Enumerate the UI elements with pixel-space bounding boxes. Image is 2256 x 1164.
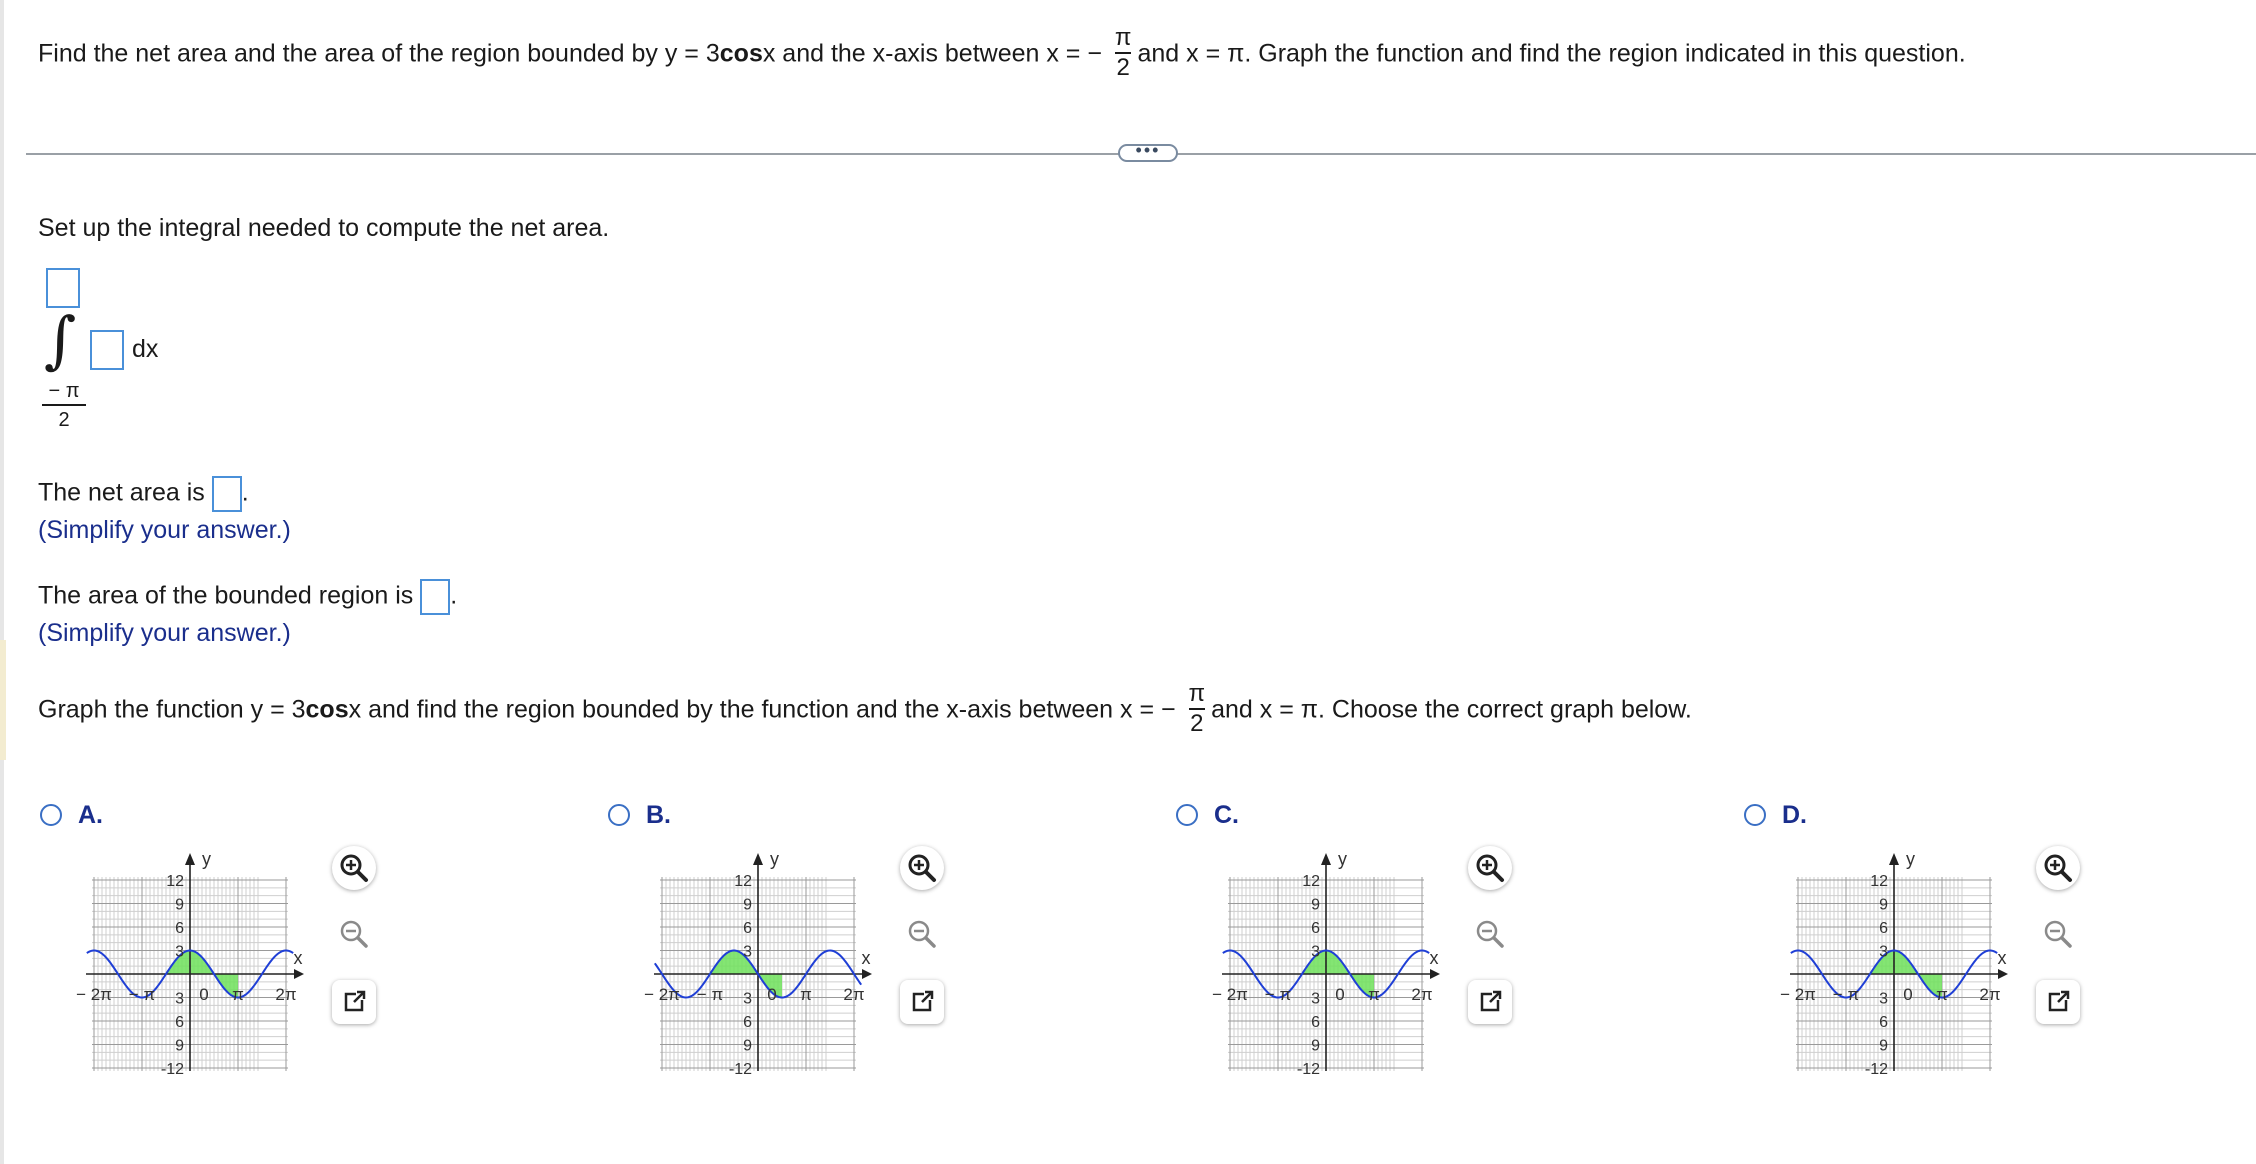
- net-area-hint: (Simplify your answer.): [38, 516, 291, 544]
- x-tick-label: 0: [1903, 985, 1913, 1004]
- y-tick-label: 3: [1879, 943, 1888, 961]
- y-tick-label: -12: [728, 1061, 752, 1078]
- x-tick-label: π: [800, 985, 812, 1004]
- open-new-window-icon[interactable]: [1468, 980, 1512, 1024]
- y-tick-label: 9: [1879, 896, 1888, 914]
- open-new-window-icon[interactable]: [900, 980, 944, 1024]
- y-tick-label: 3: [175, 990, 184, 1008]
- x-tick-label: − π: [1832, 985, 1860, 1004]
- option-label: B.: [646, 801, 671, 829]
- x-tick-label: − 2π: [644, 985, 680, 1004]
- y-tick-label: -12: [1296, 1061, 1320, 1078]
- x-tick-label: − 2π: [1780, 985, 1816, 1004]
- x-axis-label: x: [861, 948, 871, 968]
- x-tick-label: 2π: [843, 985, 865, 1004]
- x-tick-label: 0: [767, 985, 777, 1004]
- x-tick-label: 2π: [275, 985, 297, 1004]
- lower-limit-numerator: − π: [48, 380, 80, 402]
- question-text: Find the net area and the area of the region bounded by y = 3cosx and the x-axis between x = − $\frac{\pi}{2}$ and x = π. Graph the function and find the region indicated in this question.: [38, 24, 1966, 81]
- option-label: D.: [1782, 801, 1807, 829]
- more-options-button[interactable]: •••: [1118, 144, 1178, 162]
- zoom-out-icon[interactable]: [2036, 912, 2080, 956]
- zoom-in-icon[interactable]: [332, 846, 376, 890]
- y-axis-arrow: [753, 853, 763, 865]
- x-tick-label: − 2π: [1212, 985, 1248, 1004]
- open-new-window-icon[interactable]: [332, 980, 376, 1024]
- x-tick-label: 2π: [1979, 985, 2001, 1004]
- y-axis-arrow: [185, 853, 195, 865]
- x-axis-arrow: [294, 969, 304, 979]
- y-tick-label: 3: [743, 943, 752, 961]
- y-tick-label: -12: [160, 1061, 184, 1078]
- bounded-area-input[interactable]: [420, 579, 450, 615]
- y-tick-label: 12: [166, 873, 184, 890]
- lower-limit: [42, 378, 86, 434]
- option-graph: [70, 845, 303, 1078]
- y-tick-label: 9: [1311, 896, 1320, 914]
- question-fraction: $\frac{\pi}{2}$: [1114, 24, 1132, 81]
- y-tick-label: 9: [1311, 1037, 1320, 1055]
- y-tick-label: 9: [1879, 1037, 1888, 1055]
- x-axis-label: x: [1997, 948, 2007, 968]
- y-tick-label: 3: [175, 943, 184, 961]
- graph-question-fraction: $\frac{\pi}{2}$: [1188, 680, 1206, 737]
- y-tick-label: -12: [1864, 1061, 1888, 1078]
- left-highlight-mark: [0, 640, 6, 760]
- option-label: C.: [1214, 801, 1239, 829]
- x-axis-label: x: [293, 948, 303, 968]
- x-axis-arrow: [1998, 969, 2008, 979]
- zoom-out-icon[interactable]: [332, 912, 376, 956]
- lower-limit-denominator: 2: [42, 404, 86, 434]
- y-tick-label: 6: [743, 1014, 752, 1031]
- x-axis-arrow: [862, 969, 872, 979]
- option-graph: [638, 845, 871, 1078]
- y-tick-label: 6: [1879, 1014, 1888, 1031]
- y-tick-label: 6: [1879, 920, 1888, 937]
- y-tick-label: 9: [743, 896, 752, 914]
- y-tick-label: 6: [175, 920, 184, 937]
- option-radio-c[interactable]: [1176, 804, 1198, 826]
- y-tick-label: 3: [1879, 990, 1888, 1008]
- y-tick-label: 3: [743, 990, 752, 1008]
- zoom-in-icon[interactable]: [900, 846, 944, 890]
- bounded-area-row: The area of the bounded region is .: [38, 579, 457, 615]
- y-tick-label: 12: [1870, 873, 1888, 890]
- option-graph: [1206, 845, 1439, 1078]
- x-tick-label: 0: [1335, 985, 1345, 1004]
- zoom-in-icon[interactable]: [1468, 846, 1512, 890]
- option-graph: [1774, 845, 2007, 1078]
- x-tick-label: π: [1936, 985, 1948, 1004]
- y-tick-label: 3: [1311, 943, 1320, 961]
- x-axis-label: x: [1429, 948, 1439, 968]
- graph-question-text: Graph the function y = 3cosx and find the region bounded by the function and the x-axis between x = − $\frac{\pi}{2}$ and x = π. Choose the correct graph below.: [38, 680, 1692, 737]
- net-area-row: The net area is .: [38, 476, 249, 512]
- bounded-area-hint: (Simplify your answer.): [38, 619, 291, 647]
- open-new-window-icon[interactable]: [2036, 980, 2080, 1024]
- y-tick-label: 6: [1311, 920, 1320, 937]
- option-radio-a[interactable]: [40, 804, 62, 826]
- y-tick-label: 3: [1311, 990, 1320, 1008]
- option-radio-d[interactable]: [1744, 804, 1766, 826]
- x-axis-arrow: [1430, 969, 1440, 979]
- setup-prompt: Set up the integral needed to compute the net area.: [38, 214, 610, 242]
- x-tick-label: 2π: [1411, 985, 1433, 1004]
- y-tick-label: 9: [743, 1037, 752, 1055]
- y-axis-arrow: [1321, 853, 1331, 865]
- y-tick-label: 6: [1311, 1014, 1320, 1031]
- y-tick-label: 9: [175, 1037, 184, 1055]
- option-radio-b[interactable]: [608, 804, 630, 826]
- x-tick-label: 0: [199, 985, 209, 1004]
- x-tick-label: π: [1368, 985, 1380, 1004]
- zoom-in-icon[interactable]: [2036, 846, 2080, 890]
- y-axis-arrow: [1889, 853, 1899, 865]
- integral-sign: ∫: [44, 303, 77, 376]
- zoom-out-icon[interactable]: [900, 912, 944, 956]
- y-tick-label: 6: [743, 920, 752, 937]
- left-edge: [0, 0, 4, 1164]
- y-tick-label: 12: [734, 873, 752, 890]
- dx-label: dx: [132, 335, 159, 363]
- y-tick-label: 6: [175, 1014, 184, 1031]
- x-tick-label: π: [232, 985, 244, 1004]
- y-tick-label: 12: [1302, 873, 1320, 890]
- x-tick-label: − π: [1264, 985, 1292, 1004]
- net-area-input[interactable]: [212, 476, 242, 512]
- integrand-input[interactable]: [90, 330, 124, 370]
- zoom-out-icon[interactable]: [1468, 912, 1512, 956]
- y-axis-label: y: [202, 849, 211, 869]
- x-tick-label: − π: [128, 985, 156, 1004]
- x-tick-label: − π: [696, 985, 724, 1004]
- y-axis-label: y: [1906, 849, 1915, 869]
- x-tick-label: − 2π: [76, 985, 112, 1004]
- y-axis-label: y: [770, 849, 779, 869]
- y-axis-label: y: [1338, 849, 1347, 869]
- option-label: A.: [78, 801, 103, 829]
- y-tick-label: 9: [175, 896, 184, 914]
